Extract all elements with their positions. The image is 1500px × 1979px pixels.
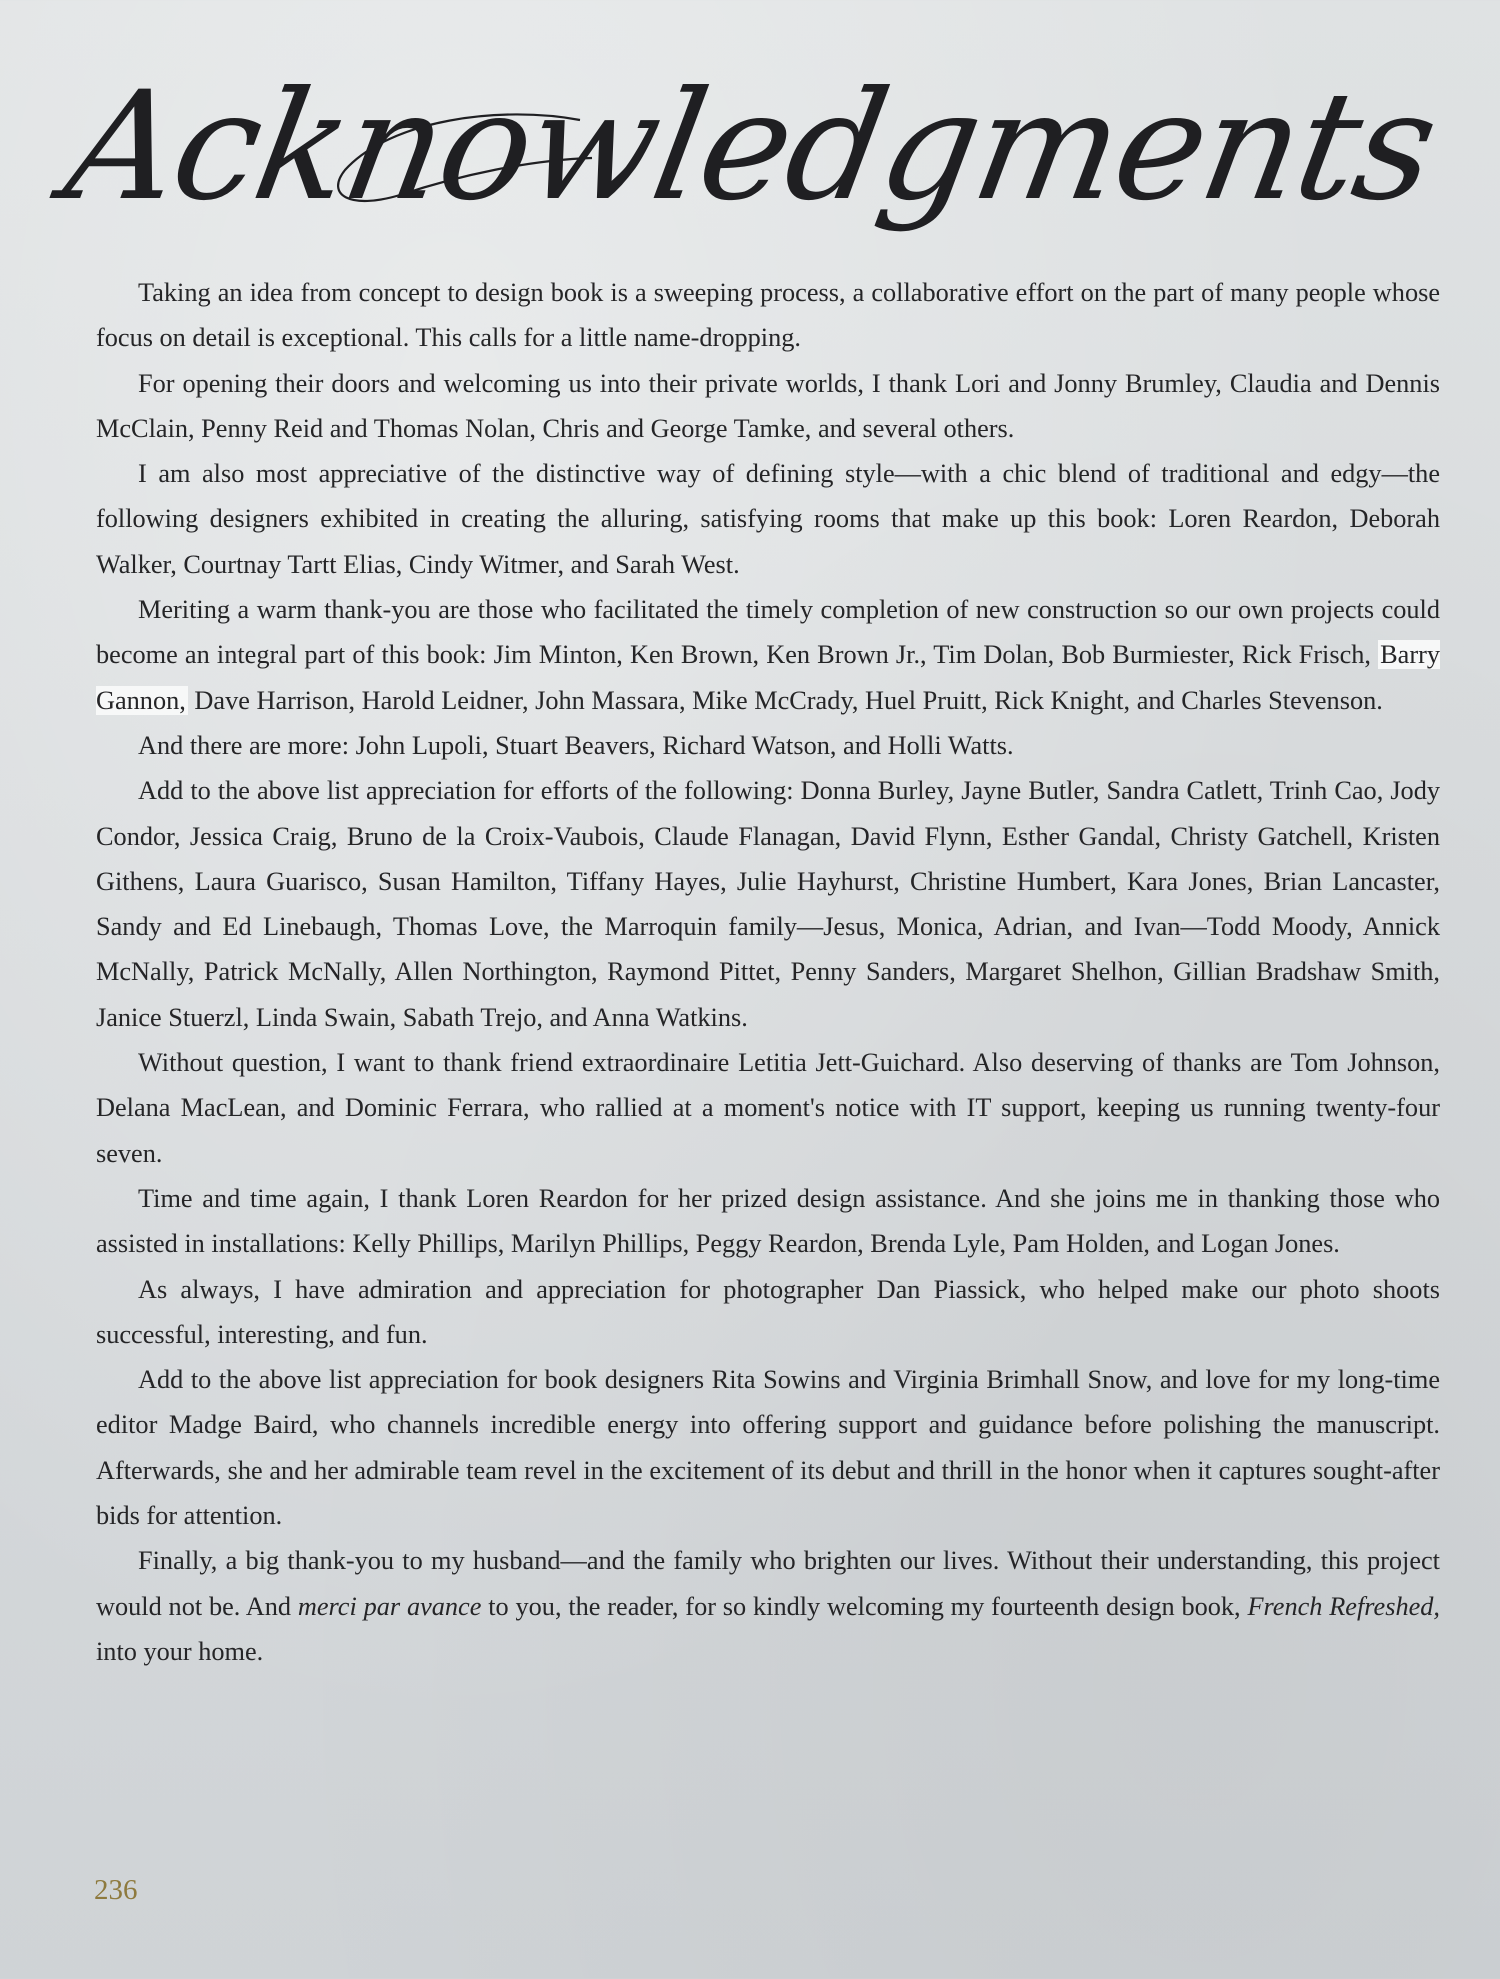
italic-phrase-merci: merci par avance (297, 1591, 482, 1621)
paragraph-7: Without question, I want to thank friend extraordinaire Letitia Jett-Guichard. Also deserving of thanks are Tom Johnson, Delana MacLean, and Dominic Ferrara, who rallied at a moment's notice with IT support, keeping us running twenty-four seven. (96, 1048, 1440, 1168)
paragraph-8: Time and time again, I thank Loren Reardon for her prized design assistance. And she joins me in thanking those who assisted in installations: Kelly Phillips, Marilyn Phillips, Peggy Reardon, Brenda Lyle, Pam Holden, and Logan Jones. (96, 1183, 1440, 1259)
paragraph-11-text-a: Finally, a big thank-you to my husband—and the family who brighten our lives. Without their understanding, this project would not be. And (96, 1546, 1440, 1621)
paragraph-11-text-b: to you, the reader, for so kindly welcoming my fourteenth design book, (488, 1591, 1241, 1621)
paragraph-10: Add to the above list appreciation for book designers Rita Sowins and Virginia Brimhall Snow, and love for my long-time editor Madge Baird, who channels incredible energy into offering support and guidance before polishing the manuscript. Afterwards, she and her admirable team revel in the excitement of its debut and thrill in the honor when it captures sought-after bids for attention. (96, 1365, 1440, 1531)
paragraph-2: For opening their doors and welcoming us into their private worlds, I thank Lori and Jonny Brumley, Claudia and Dennis McClain, Penny Reid and Thomas Nolan, Chris and George Tamke, and several others. (96, 368, 1440, 443)
paragraph-4-text-a: Meriting a warm thank-you are those who facilitated the timely completion of new construction so our own projects could become an integral part of this book: Jim Minton, Ken Brown, Ken Brown Jr., Tim Dolan, Bob Burmiester, Rick Frisch, (96, 595, 1440, 670)
paragraph-11 (96, 1538, 1440, 1674)
paragraph-5: And there are more: John Lupoli, Stuart Beavers, Richard Watson, and Holli Watts. (138, 730, 1014, 760)
page-title: Acknowledgments (54, 60, 1448, 234)
paragraph-1: Taking an idea from concept to design book is a sweeping process, a collaborative effort on the part of many people whose focus on detail is exceptional. This calls for a little name-dropping. (96, 278, 1440, 353)
paragraph-11-text-c: into your home. (96, 1636, 264, 1666)
paragraph-9: As always, I have admiration and appreciation for photographer Dan Piassick, who helped make our photo shoots successful, interesting, and fun. (96, 1274, 1440, 1349)
italic-book-title: French Refreshed, (1247, 1591, 1440, 1621)
paragraph-6: Add to the above list appreciation for efforts of the following: Donna Burley, Jayne Butler, Sandra Catlett, Trinh Cao, Jody Condor, Jessica Craig, Bruno de la Croix-Vaubois, Claude Flanagan, David Flynn, Esther Gandal, Christy Gatchell, Kristen Githens, Laura Guarisco, Susan Hamilton, Tiffany Hayes, Julie Hayhurst, Christine Humbert, Kara Jones, Brian Lancaster, Sandy and Ed Linebaugh, Thomas Love, the Marroquin family—Jesus, Monica, Adrian, and Ivan—Todd Moody, Annick McNally, Patrick McNally, Allen Northington, Raymond Pittet, Penny Sanders, Margaret Shelhon, Gillian Bradshaw Smith, Janice Stuerzl, Linda Swain, Sabath Trejo, and Anna Watkins. (96, 776, 1440, 1032)
highlighted-name: Barry Gannon, (96, 640, 1440, 715)
page-number: 236 (94, 1874, 138, 1906)
acknowledgments-body (96, 270, 1440, 1674)
paragraph-4 (96, 587, 1440, 723)
paragraph-4-text-b: Dave Harrison, Harold Leidner, John Massara, Mike McCrady, Huel Pruitt, Rick Knight, and Charles Stevenson. (194, 685, 1383, 715)
paragraph-3: I am also most appreciative of the distinctive way of defining style—with a chic blend of traditional and edgy—the following designers exhibited in creating the alluring, satisfying rooms that make up this book: Loren Reardon, Deborah Walker, Courtnay Tartt Elias, Cindy Witmer, and Sarah West. (96, 459, 1440, 579)
